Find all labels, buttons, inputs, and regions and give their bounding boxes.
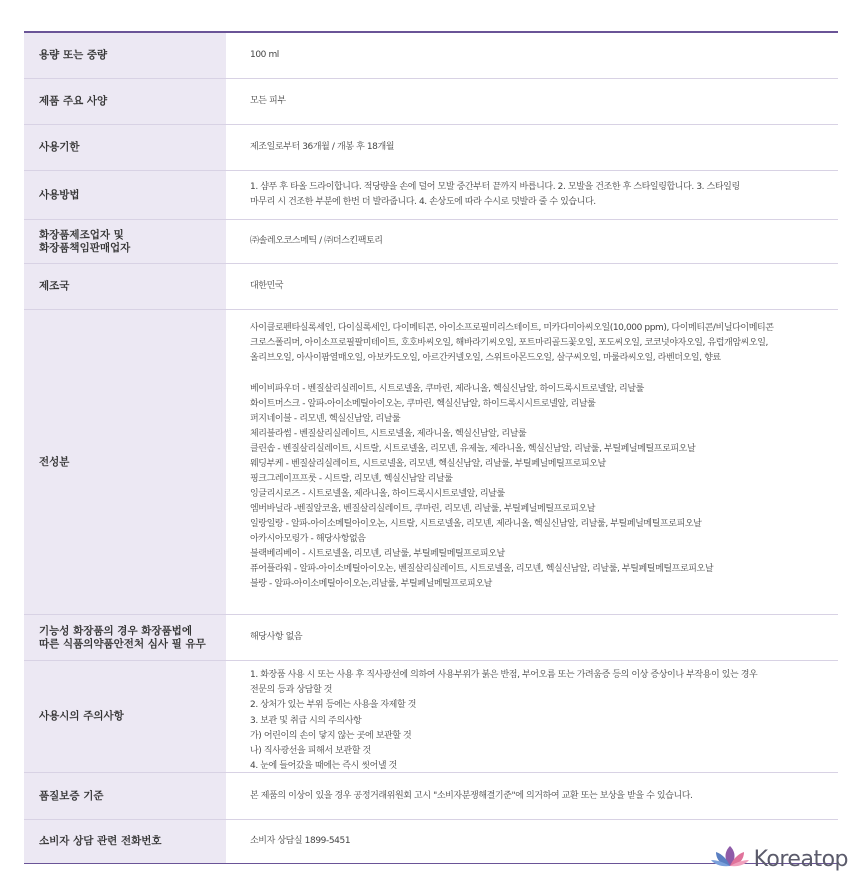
spec-value-country: 대한민국 xyxy=(250,281,284,291)
spec-value-cautions: 1. 화장품 사용 시 또는 사용 후 직사광선에 의하여 사용부위가 붉은 반점, 부어오름 또는 가려움증 등의 이상 증상이나 부작용이 있는 경우 전문의 등과 상담할 것 2. 상처가 있는 부위 등에는 사용을 자제할 것 3. 보관 및 취급 시의 주의사항 가) 어린이의 손이 닿지 않는 곳에 보관할 것 나) 직사광선을 피해서 보관할 것 4. 눈에 들어갔을 때에는 즉시 씻어낼 것 xyxy=(250,670,758,772)
product-spec-table xyxy=(24,31,838,864)
spec-row-cautions xyxy=(24,661,838,773)
spec-label-manufacturer: 화장품제조업자 및 화장품책임판매업자 xyxy=(24,220,226,263)
spec-row-usage xyxy=(24,171,838,220)
spec-value-functional-review: 해당사항 없음 xyxy=(250,632,303,642)
spec-value-contact: 소비자 상담실 1899-5451 xyxy=(250,836,351,846)
spec-label-volume: 용량 또는 중량 xyxy=(24,33,226,78)
spec-label-cautions: 사용시의 주의사항 xyxy=(24,661,226,772)
lotus-icon xyxy=(710,844,750,874)
spec-value-skin-type: 모든 피부 xyxy=(250,96,286,106)
spec-value-ingredients xyxy=(226,310,838,614)
spec-label-functional-review: 기능성 화장품의 경우 화장품법에 따른 식품의약품안전처 심사 필 유무 xyxy=(24,615,226,660)
spec-row-functional-review xyxy=(24,615,838,661)
spec-label-skin-type: 제품 주요 사양 xyxy=(24,79,226,124)
spec-label-expiry: 사용기한 xyxy=(24,125,226,170)
spec-value-volume: 100 ml xyxy=(250,50,279,60)
spec-row-manufacturer xyxy=(24,220,838,264)
spec-label-usage: 사용방법 xyxy=(24,171,226,219)
spec-row-quality-guarantee xyxy=(24,773,838,820)
spec-row-skin-type xyxy=(24,79,838,125)
spec-label-contact: 소비자 상담 관련 전화번호 xyxy=(24,820,226,863)
spec-label-country: 제조국 xyxy=(24,264,226,309)
spec-row-volume xyxy=(24,33,838,79)
ingredients-main-list: 사이클로펜타실록세인, 다이실록세인, 다이메티콘, 아이소프로필미리스테이트, 미카다미아씨오일(10,000 ppm), 다이메티콘/비닐다이메티콘 크로스폴리머, 아이소프로필팔미테이트, 호호바씨오일, 해바라기씨오일, 포트마리골드꽃오일, 포도씨오일, 코코넛야자오일, 유럽개암씨오일, 올리브오일, 아사이팜열매오일, 아보카도오일, 아르간커넬오일, 스위트아몬드오일, 살구씨오일, 마룰라씨오일, 라벤더오일, 향료 xyxy=(250,323,774,363)
spec-value-usage: 1. 샴푸 후 타올 드라이합니다. 적당량을 손에 덜어 모발 중간부터 끝까지 바릅니다. 2. 모발을 건조한 후 스타일링합니다. 3. 스타일링 마무리 시 건조한 부분에 한번 더 발라줍니다. 4. 손상도에 따라 수시로 덧발라 줄 수 있습니다. xyxy=(250,182,740,207)
ingredients-fragrance-list: 베이비파우더 - 벤질살리실레이트, 시트로넬올, 쿠마린, 제라니올, 헥실신남알, 하이드록시트로넬알, 리날룰 화이트머스크 - 알파-아이소메틸아이오논, 쿠마린, 헥실신남알, 하이드록시시트로넬알, 리날룰 퍼지네이블 - 리모넨, 헥실신남알, 리날룰 체리블라썸 - 벤질살리실레이트, 시트로넬올, 제라니올, 헥실신남알, 리날룰 클린솝 - 벤질살리실레이트, 시트랄, 시트로넬올, 리모넨, 유제놀, 제라니올, 헥실신남알, 리날룰, 부틸페닐메틸프로피오날 웨딩부케 - 벤질살리실레이트, 시트로넬올, 리모넨, 헥실신남알, 리날룰, 부틸페닐메틸프로피오날 핑크그레이프프룻 - 시트랄, 리모넨, 헥실신남알 리날룰 잉글리시로즈 - 시트로넬올, 제라니올, 하이드록시시트로넬알, 리날룰 엠버바닐라 -벤질알코올, 벤질살리실레이트, 쿠마린, 리모넨, 리날룰, 부틸페닐메틸프로피오날 일랑일랑 - 알파-아이소메틸아이오논, 시트랄, 시트로넬올, 리모넨, 제라니올, 헥실신남알, 리날룰, 부틸페닐메틸프로피오날 아카시아모링가 - 해당사항없음 블랙베리베이 - 시트로넬올, 리모넨, 리날룰, 부틸페틸메틸프로피오날 퓨어플라워 - 알파-아이소메틸아이오논, 벤질살리실레이트, 시트로넬올, 리모넨, 헥실신남알, 리날룰, 부틸페틸메틸프로피오날 블랑 - 알파-아이소메틸아이오논,리날룰, 부틸페닐메틸프로피오날 xyxy=(250,384,714,589)
spec-value-expiry: 제조일로부터 36개월 / 개봉 후 18개월 xyxy=(250,142,395,152)
brand-watermark xyxy=(710,844,848,874)
spec-value-manufacturer: ㈜솔레오코스메틱 / ㈜더스킨팩토리 xyxy=(250,236,383,246)
spec-row-country xyxy=(24,264,838,310)
spec-label-ingredients: 전성분 xyxy=(24,310,226,614)
spec-value-quality-guarantee: 본 제품의 이상이 있을 경우 공정거래위원회 고시 "소비자분쟁해결기준"에 의거하여 교환 또는 보상을 받을 수 있습니다. xyxy=(250,790,693,801)
spec-label-quality-guarantee: 품질보증 기준 xyxy=(24,773,226,819)
brand-name: Koreatop xyxy=(753,846,848,872)
spec-row-ingredients xyxy=(24,310,838,615)
spec-row-expiry xyxy=(24,125,838,171)
